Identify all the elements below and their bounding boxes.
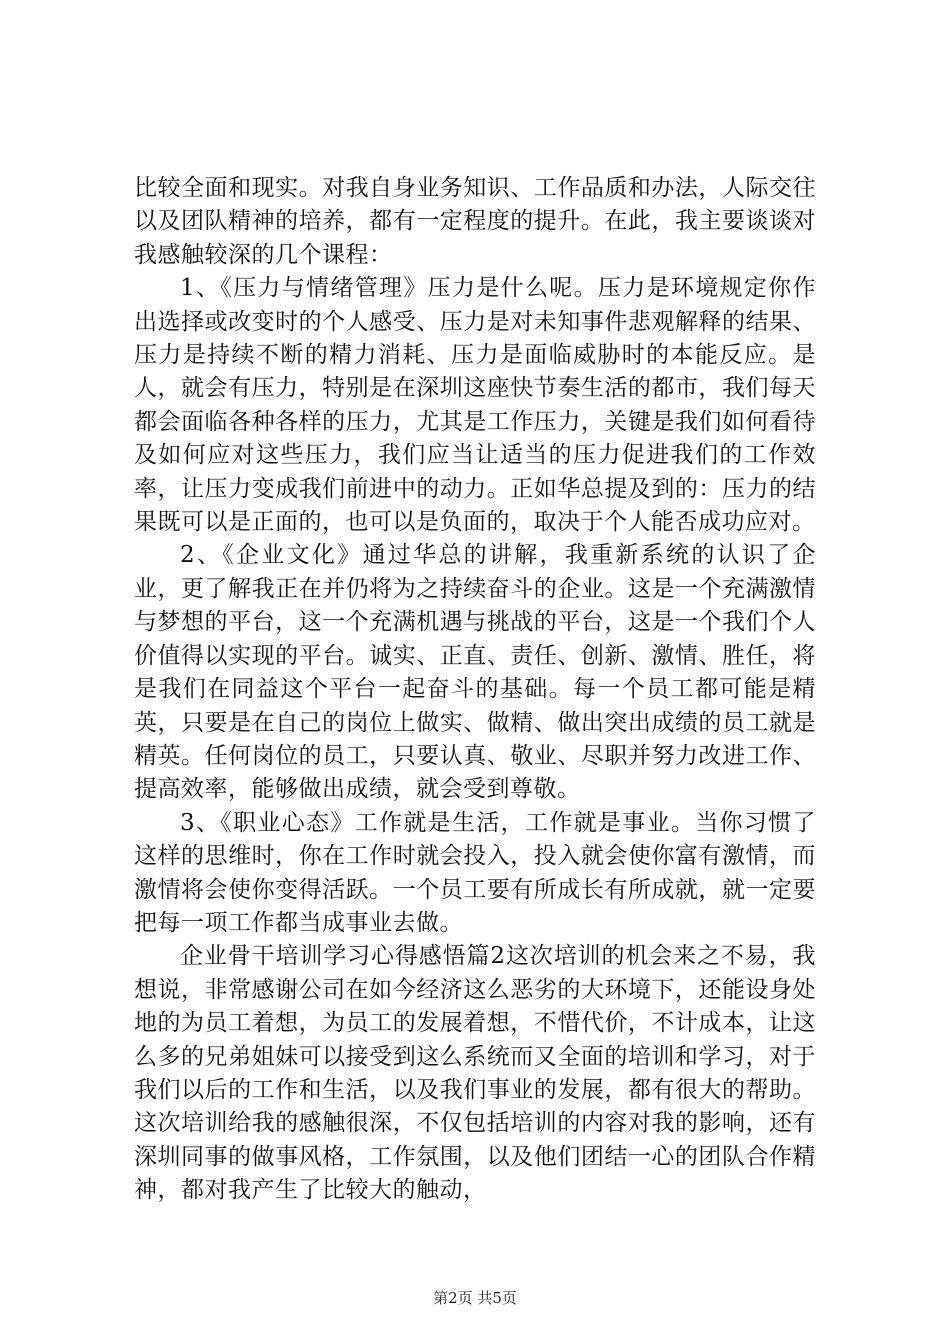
page-footer [0, 1287, 950, 1308]
paragraph-training-reflection-2: 企业骨干培训学习心得感悟篇2这次培训的机会来之不易，我想说，非常感谢公司在如今经济这么恶劣的大环境下，还能设身处地的为员工着想，为员工的发展着想，不惜代价，不计成本，让这么多的兄弟姐妹可以接受到这么系统而又全面的培训和学习，对于我们以后的工作和生活，以及我们事业的发展，都有很大的帮助。这次培训给我的感触很深，不仅包括培训的内容对我的影响，还有深圳同事的做事风格，工作氛围，以及他们团结一心的团队合作精神，都对我产生了比较大的触动， [134, 943, 816, 1204]
paragraph-corporate-culture: 2、《企业文化》通过华总的讲解，我重新系统的认识了企业，更了解我正在并仍将为之持续奋斗的企业。这是一个充满激情与梦想的平台，这一个充满机遇与挑战的平台，这是一个我们个人价值得以实现的平台。诚实、正直、责任、创新、激情、胜任，将是我们在同益这个平台一起奋斗的基础。每一个员工都可能是精英，只要是在自己的岗位上做实、做精、做出突出成绩的员工就是精英。任何岗位的员工，只要认真、敬业、尽职并努力改进工作、提高效率，能够做出成绩，就会受到尊敬。 [134, 542, 816, 803]
document-body [134, 172, 816, 1208]
paragraph-pressure-management: 1、《压力与情绪管理》压力是什么呢。压力是环境规定你作出选择或改变时的个人感受、压力是对未知事件悲观解释的结果、压力是持续不断的精力消耗、压力是面临威胁时的本能反应。是人，就会有压力，特别是在深圳这座快节奏生活的都市，我们每天都会面临各种各样的压力，尤其是工作压力，关键是我们如何看待及如何应对这些压力，我们应当让适当的压力促进我们的工作效率，让压力变成我们前进中的动力。正如华总提及到的：压力的结果既可以是正面的，也可以是负面的，取决于个人能否成功应对。 [134, 275, 816, 536]
paragraph-intro-continuation: 比较全面和现实。对我自身业务知识、工作品质和办法，人际交往以及团队精神的培养，都有一定程度的提升。在此，我主要谈谈对我感触较深的几个课程： [134, 175, 816, 268]
paragraph-professional-mindset: 3、《职业心态》工作就是生活，工作就是事业。当你习惯了这样的思维时，你在工作时就会投入，投入就会使你富有激情，而激情将会使你变得活跃。一个员工要有所成长有所成就，就一定要把每一项工作都当成事业去做。 [134, 809, 816, 936]
page-number-label: 第2页 共5页 [433, 1289, 517, 1307]
